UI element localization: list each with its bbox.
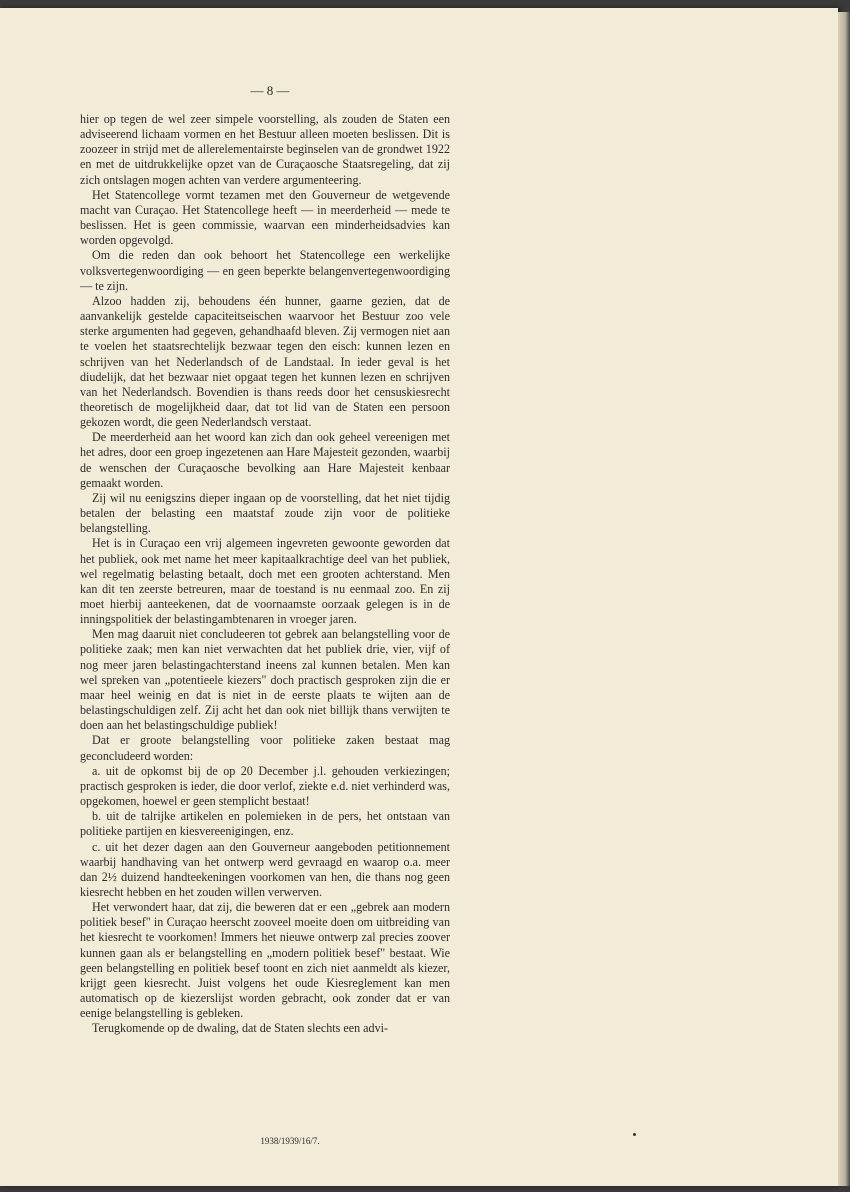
paragraph: Om die reden dan ook behoort het Statencollege een werkelijke volksvertegenwoordiging — en geen beperkte belangenvertegenwoordiging — te zijn. bbox=[80, 248, 450, 293]
paragraph: hier op tegen de wel zeer simpele voorstelling, als zouden de Staten een adviseerend lichaam vormen en het Bestuur alleen moeten beslissen. Dit is zoozeer in strijd met de allerelementairste beginselen van de grondwet 1922 en met de uitdrukkelijke opzet van de Curaçaosche Staatsregeling, dat zij zich ontslagen mogen achten van verdere argumenteering. bbox=[80, 112, 450, 187]
paragraph: Het verwondert haar, dat zij, die beweren dat er een „gebrek aan modern politiek besef" in Curaçao heerscht zooveel moeite doen om uitbreiding van het kiesrecht te voorkomen! Immers het nieuwe ontwerp zal precies zoover kunnen gaan als er belangstelling en „modern politiek besef" bestaat. Wie geen belangstelling en politiek besef toont en zich niet aanmeldt als kiezer, krijgt geen kiesrecht. Juist volgens het oude Kiesreglement kan men automatisch op de kiezerslijst worden gebracht, ook zonder dat er van eenige belangstelling is gebleken. bbox=[80, 900, 450, 1021]
page-number: — 8 — bbox=[250, 83, 290, 98]
list-item-a: a. uit de opkomst bij de op 20 December j.l. gehouden verkiezingen; practisch gesproken is ieder, die door verlof, ziekte e.d. niet verhinderd was, opgekomen, hoewel er geen stemplicht bestaat! bbox=[80, 763, 450, 809]
list-item-c: c. uit het dezer dagen aan den Gouverneur aangeboden petitionnement waarbij handhaving van het ontwerp werd gevraagd en waarop o.a. meer dan 2½ duizend handteekeningen voorkomen van hen, die thans nog geen kiesrecht hebben en het zouden willen verwerven. bbox=[80, 839, 450, 899]
paragraph: Het is in Curaçao een vrij algemeen ingevreten gewoonte geworden dat het publiek, ook met name het meer kapitaalkrachtige deel van het publiek, wel regelmatig belasting betaalt, doch met een grooten achterstand. Men kan dit ten zeerste betreuren, maar de toestand is nu eenmaal zoo. En zij moet hierbij aanteekenen, dat de voornaamste oorzaak gelegen is in de inningspolitiek der belastingambtenaren in vroeger jaren. bbox=[80, 536, 450, 627]
body-text bbox=[80, 112, 450, 1037]
list-item-b: b. uit de talrijke artikelen en polemieken in de pers, het ontstaan van politieke partijen en kiesvereenigingen, enz. bbox=[80, 809, 450, 839]
page-edge bbox=[838, 12, 850, 1186]
paragraph: Men mag daaruit niet concludeeren tot gebrek aan belangstelling voor de politieke zaak; men kan niet verwachten dat het publiek drie, vier, vijf of nog meer jaren belastingachterstand ineens zal kunnen betalen. Men kan wel spreken van „potentieele kiezers" doch practisch gesproken zijn die er maar heel weinig en dat is niet in de eerste plaats te wijten aan de belastingschuldigen zelf. Zij acht het dan ook niet billijk thans verwijten te doen aan het belastingschuldige publiek! bbox=[80, 627, 450, 733]
paragraph: Dat er groote belangstelling voor politieke zaken bestaat mag geconcludeerd worden: bbox=[80, 733, 450, 763]
paragraph: Alzoo hadden zij, behoudens één hunner, gaarne gezien, dat de aanvankelijk gestelde capaciteitseischen waarvoor het Bestuur zoo vele sterke argumenten had gegeven, gehandhaafd bleven. Zij vermogen niet aan te voelen het staatsrechtelijk bezwaar tegen den eisch: kunnen lezen en schrijven van het Nederlandsch of de Landstaal. In ieder geval is het diudelijk, dat het bezwaar niet opgaat tegen het kunnen lezen en schrijven van het Nederlandsch. Bovendien is thans reeds door het censuskiesrecht theoretisch de mogelijkheid daar, dat tot lid van de Staten een persoon gekozen wordt, die geen Nederlandsch verstaat. bbox=[80, 293, 450, 430]
footer-reference: 1938/1939/16/7. bbox=[260, 1136, 320, 1146]
paragraph: Zij wil nu eenigszins dieper ingaan op de voorstelling, dat het niet tijdig betalen der belasting een maatstaf zoude zijn voor de politieke belangstelling. bbox=[80, 490, 450, 536]
paragraph: Terugkomende op de dwaling, dat de Staten slechts een advi- bbox=[92, 1021, 389, 1036]
ink-dot bbox=[633, 1133, 636, 1136]
document-page bbox=[0, 8, 838, 1186]
paragraph: Het Statencollege vormt tezamen met den Gouverneur de wetgevende macht van Curaçao. Het Statencollege heeft — in meerderheid — mede te beslissen. Het is geen commissie, waarvan een minderheidsadvies kan worden opgevolgd. bbox=[80, 187, 450, 248]
paragraph: De meerderheid aan het woord kan zich dan ook geheel vereenigen met het adres, door een groep ingezetenen aan Hare Majesteit gezonden, waarbij de wenschen der Curaçaosche bevolking aan Hare Majesteit kenbaar gemaakt worden. bbox=[80, 430, 450, 490]
